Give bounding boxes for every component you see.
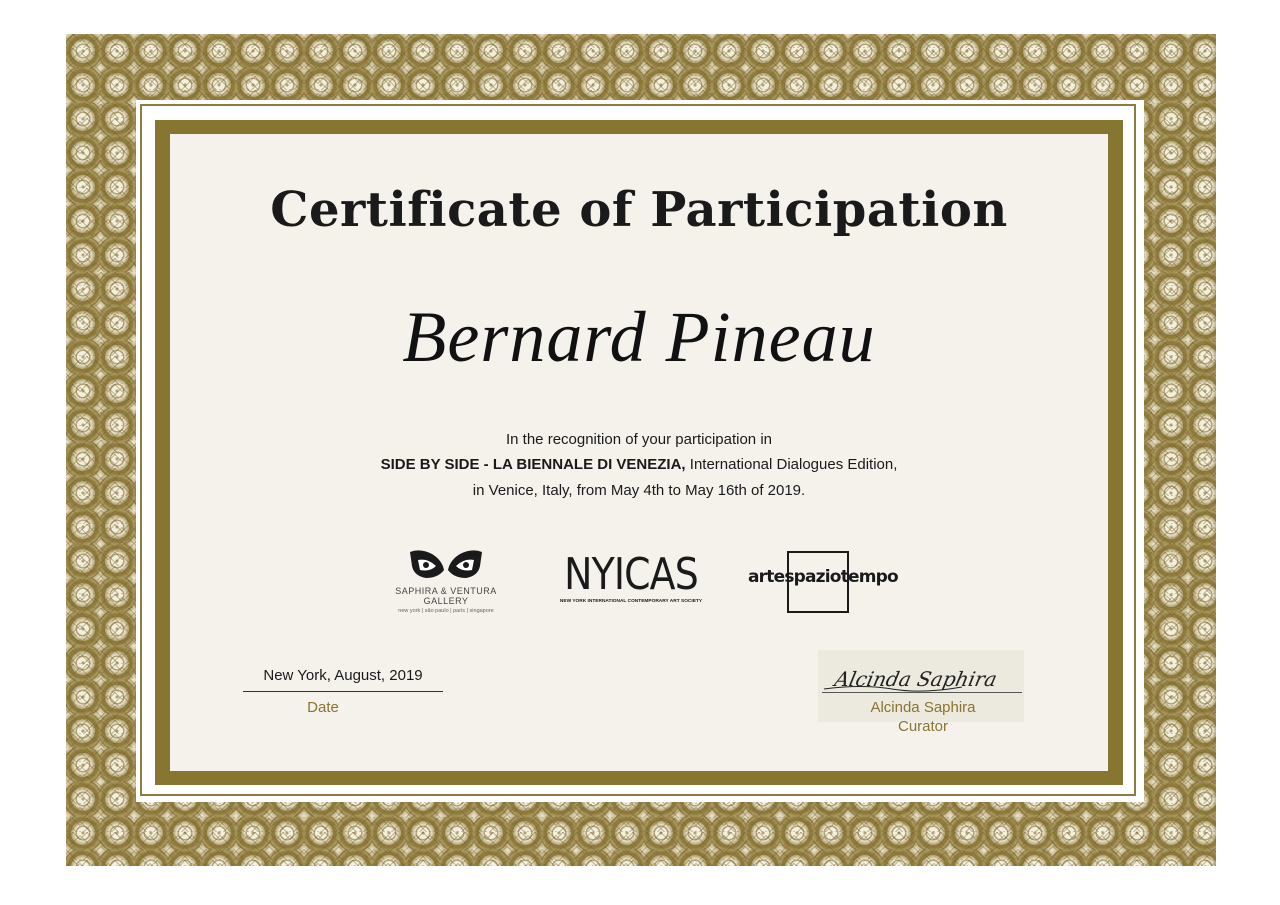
- twin-heads-icon: [408, 548, 484, 584]
- spazio-word: spazio: [784, 567, 841, 587]
- recognition-line: In the recognition of your participation in: [506, 431, 772, 448]
- date-value: New York, August, 2019: [263, 667, 423, 684]
- recipient-name: Bernard Pineau: [402, 297, 876, 377]
- event-title: SIDE BY SIDE - LA BIENNALE DI VENEZIA,: [380, 456, 686, 473]
- signature-handwriting: Alcinda Saphira: [832, 667, 1000, 691]
- saphira-gallery-name: SAPHIRA & VENTURA GALLERY: [395, 586, 497, 606]
- saphira-cities: new york | são paulo | paris | singapore: [398, 608, 494, 614]
- event-dates-line: in Venice, Italy, from May 4th to May 16th of 2019.: [472, 482, 806, 499]
- signatory-name: Alcinda Saphira: [870, 699, 976, 716]
- event-line: [170, 456, 1108, 473]
- certificate-title: Certificate of Participation: [270, 182, 1008, 238]
- nyicas-logo: [553, 549, 709, 611]
- signature-underline: [822, 692, 1022, 693]
- tempo-word: tempo: [840, 567, 898, 587]
- date-underline: [243, 691, 443, 692]
- signatory-role: Curator: [897, 718, 949, 735]
- nyicas-wordmark: NYICAS: [564, 549, 698, 600]
- signature-image: [822, 656, 1012, 696]
- nyicas-subtitle: NEW YORK INTERNATIONAL CONTEMPORARY ART SOCIETY: [559, 599, 703, 604]
- event-edition: International Dialogues Edition,: [685, 456, 898, 473]
- arte-spazio-tempo-logo: [748, 567, 898, 589]
- saphira-ventura-logo: [376, 548, 516, 614]
- arte-word: arte: [748, 567, 785, 587]
- date-label: Date: [307, 699, 339, 716]
